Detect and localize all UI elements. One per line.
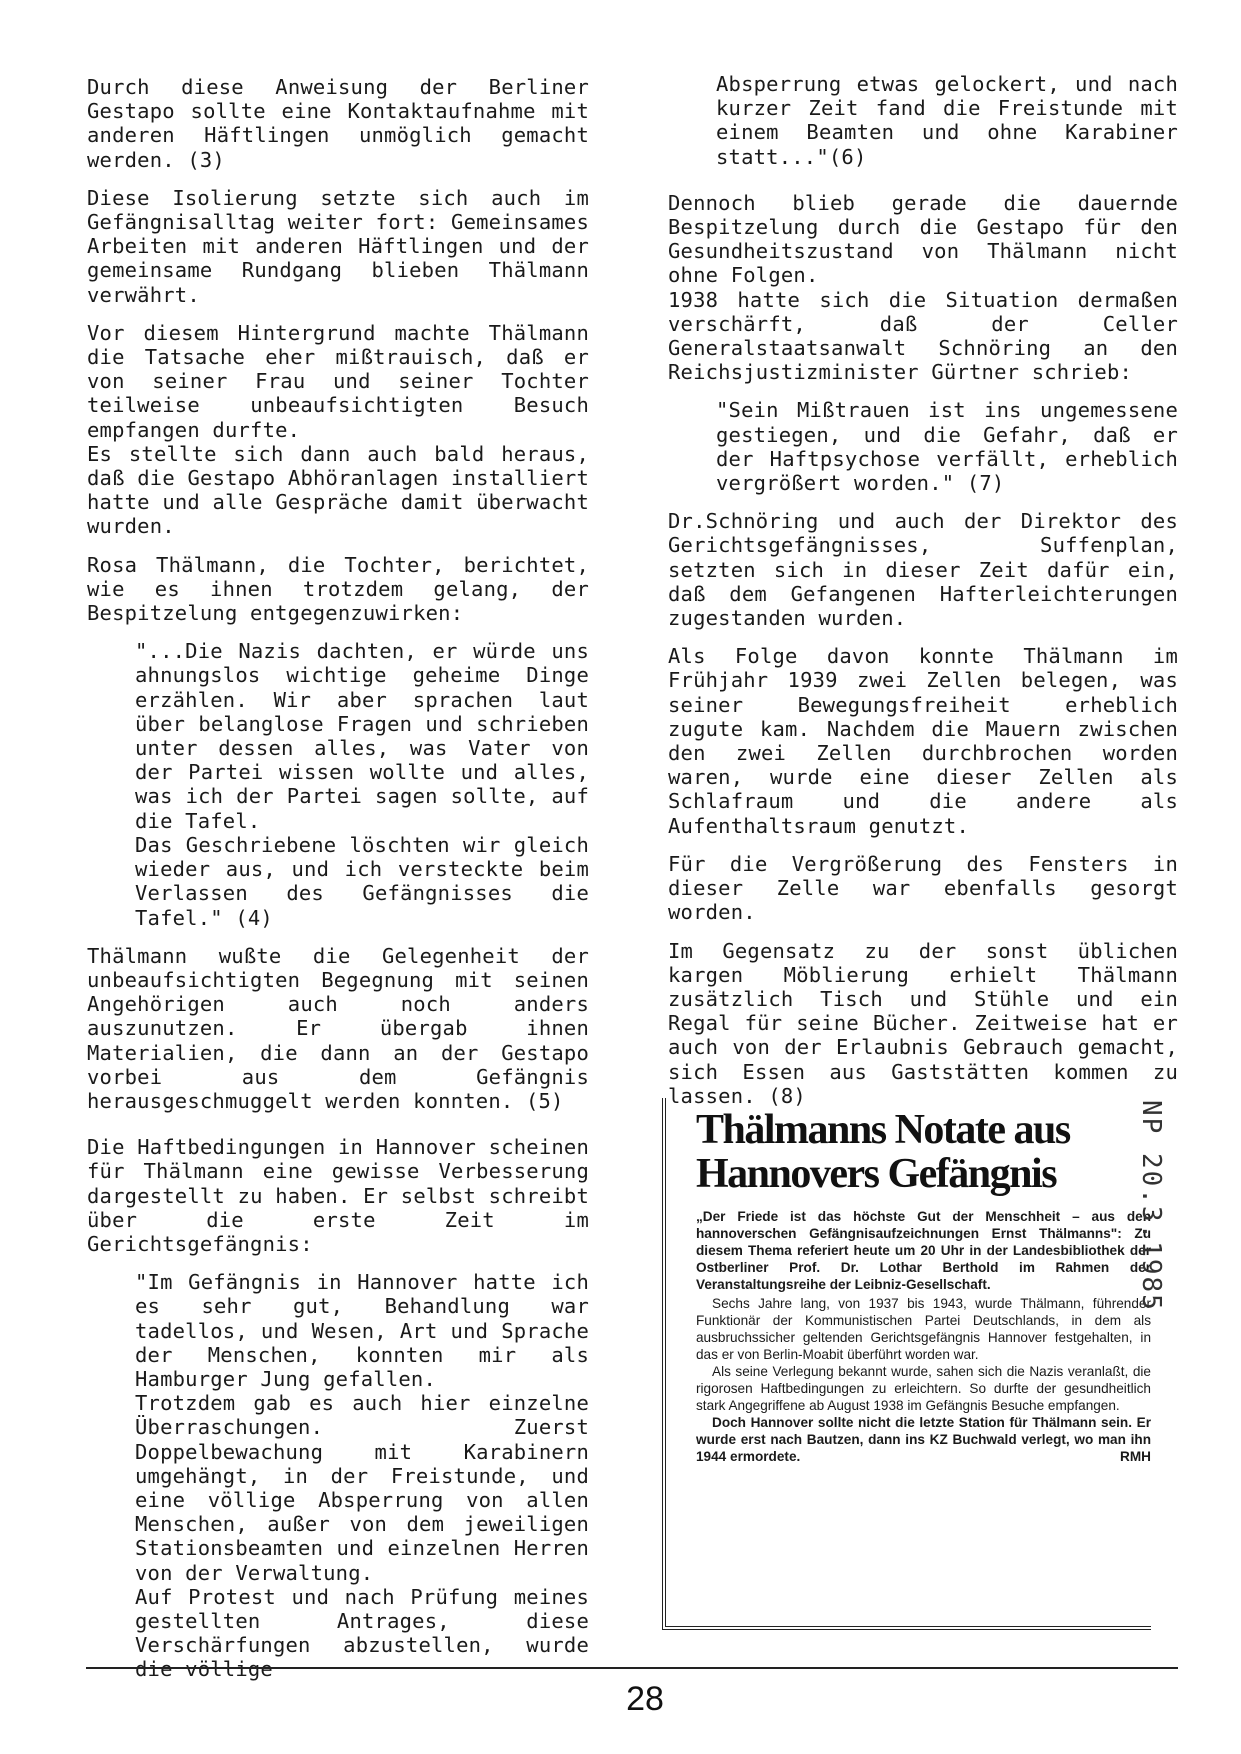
paragraph: Vor diesem Hintergrund machte Thälmann die Tatsache eher mißtrauisch, daß er von seiner Frau und seiner Tochter teilweise unbeaufsichtigten Besuch empfangen durfte. Es stellte sich dann auch bald heraus, daß die Gestapo Abhöranlagen installiert hatte und alle Gespräche damit überwacht wurden.: [87, 320, 589, 539]
paragraph: Die Haftbedingungen in Hannover scheinen für Thälmann eine gewisse Verbesserung dargestellt zu haben. Er selbst schreibt über die erste Zeit im Gerichtsgefängnis:: [87, 1135, 589, 1256]
footer-divider: [86, 1667, 1178, 1669]
quote-paragraph: "...Die Nazis dachten, er würde uns ahnungslos wichtige geheime Dinge erzählen. Wir aber sprachen laut über belanglose Fragen und schrieben unter dessen alles, was Vater von der Partei wissen wollte und alles, was ich der Partei sagen sollte, auf die Tafel. Das Geschriebene löschten wir gleich wieder aus, und ich versteckte beim Verlassen des Gefängnisses die Tafel." (4): [135, 639, 589, 930]
newspaper-clipping: [662, 1098, 1151, 1630]
clipping-paragraph: Sechs Jahre lang, von 1937 bis 1943, wurde Thälmann, führender Funktionär der Kommunistischen Partei Deutschlands, in dem als ausbruchssicher geltenden Gerichtsgefängnis Hannover festgehalten, in das er von Berlin-Moabit überführt worden war.: [696, 1296, 1151, 1362]
clipping-author: RMH: [1120, 1449, 1151, 1464]
clipping-closing-text: Doch Hannover sollte nicht die letzte Station für Thälmann sein. Er wurde erst nach Bautzen, dann ins KZ Buchwald verlegt, wo man ihn 1944 ermordete.: [696, 1415, 1151, 1464]
paragraph: Im Gegensatz zu der sonst üblichen kargen Möblierung erhielt Thälmann zusätzlich Tisch und Stühle und ein Regal für seine Bücher. Zeitweise hat er auch von der Erlaubnis Gebrauch gemacht, sich Essen aus Gaststätten kommen zu lassen. (8): [668, 938, 1178, 1108]
quote-paragraph: "Sein Mißtrauen ist ins ungemessene gestiegen, und die Gefahr, daß er der Haftpsychose verfällt, erheblich vergrößert worden." (7): [716, 398, 1178, 496]
paragraph: Durch diese Anweisung der Berliner Gestapo sollte eine Kontaktaufnahme mit anderen Häftlingen unmöglich gemacht werden. (3): [87, 75, 589, 172]
clipping-headline: Thälmanns Notate aus Hannovers Gefängnis: [696, 1107, 1070, 1197]
clipping-lead: „Der Friede ist das höchste Gut der Menschheit – aus den hannoverschen Gefängnisaufzeichnungen Ernst Thälmanns": Zu diesem Thema referiert heute um 20 Uhr in der Landesbibliothek der Ostberliner Prof. Dr. Lothar Berthold im Rahmen der Veranstaltungsreihe der Leibniz-Gesellschaft.: [696, 1209, 1151, 1292]
quote-paragraph: "Im Gefängnis in Hannover hatte ich es sehr gut, Behandlung war tadellos, und Wesen, Art und Sprache der Menschen, konnten mir als Hamburger Jung gefallen. Trotzdem gab es auch hier einzelne Überraschungen. Zuerst Doppelbewachung mit Karabinern umgehängt, in der Freistunde, und eine völlige Absperrung von allen Menschen, außer von dem jeweiligen Stationsbeamten und einzelnen Herren von der Verwaltung. Auf Protest und nach Prüfung meines gestellten Antrages, diese Verschärfungen abzustellen, wurde die völlige: [135, 1270, 589, 1682]
clipping-paragraph: [696, 1414, 1151, 1465]
handwritten-date-note: NP 20.3.1985: [1136, 1100, 1166, 1312]
paragraph: Thälmann wußte die Gelegenheit der unbeaufsichtigten Begegnung mit seinen Angehörigen auch noch anders auszunutzen. Er übergab ihnen Materialien, die dann an der Gestapo vorbei aus dem Gefängnis herausgeschmuggelt werden konnten. (5): [87, 943, 589, 1113]
paragraph: Für die Vergrößerung des Fensters in dieser Zelle war ebenfalls gesorgt worden.: [668, 851, 1178, 925]
left-column: [87, 75, 589, 1682]
page-number: 28: [626, 1680, 664, 1718]
paragraph: Dennoch blieb gerade die dauernde Bespitzelung durch die Gestapo für den Gesundheitszustand von Thälmann nicht ohne Folgen. 1938 hatte sich die Situation dermaßen verschärft, daß der Celler Generalstaatsanwalt Schnöring an den Reichsjustizminister Gürtner schrieb:: [668, 190, 1178, 385]
paragraph: Diese Isolierung setzte sich auch im Gefängnisalltag weiter fort: Gemeinsames Arbeiten mit anderen Häftlingen und der gemeinsame Rundgang blieben Thälmann verwährt.: [87, 185, 589, 307]
paragraph: Rosa Thälmann, die Tochter, berichtet, wie es ihnen trotzdem gelang, der Bespitzelung entgegenzuwirken:: [87, 552, 589, 626]
right-column: [668, 72, 1178, 1122]
paragraph: Dr.Schnöring und auch der Direktor des Gerichtsgefängnisses, Suffenplan, setzten sich in dieser Zeit dafür ein, daß dem Gefangenen Hafterleichterungen zugestanden wurden.: [668, 509, 1178, 631]
paragraph: Als Folge davon konnte Thälmann im Frühjahr 1939 zwei Zellen belegen, was seiner Bewegungsfreiheit erheblich zugute kam. Nachdem die Mauern zwischen den zwei Zellen durchbrochen worden waren, wurde eine dieser Zellen als Schlafraum und die andere als Aufenthaltsraum genutzt.: [668, 644, 1178, 838]
quote-paragraph: Absperrung etwas gelockert, und nach kurzer Zeit fand die Freistunde mit einem Beamten und ohne Karabiner statt..."(6): [716, 72, 1178, 169]
clipping-paragraph: Als seine Verlegung bekannt wurde, sahen sich die Nazis veranlaßt, die rigorosen Haftbedingungen zu erleichtern. So durfte der gesundheitlich stark Angegriffene ab August 1938 im Gefängnis Besuche empfangen.: [696, 1364, 1151, 1413]
